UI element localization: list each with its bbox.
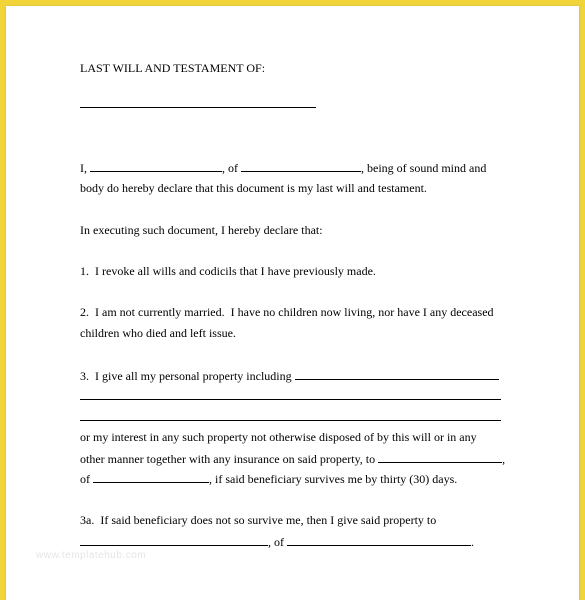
property-blank-1[interactable] [295,368,499,380]
clause-3a-line-2-of: , of [268,535,284,549]
executing-statement: In executing such document, I hereby declare that: [80,223,323,237]
clause-3-line-5 [80,451,505,466]
alternate-beneficiary-blank[interactable] [80,534,268,546]
watermark: www.templatehub.com [36,550,147,561]
intro-i: I, [80,161,87,175]
clause-3a-line-2 [80,534,474,549]
clause-2-line-1: 2. I am not currently married. I have no children now living, nor have I any deceased [80,305,494,319]
property-blank-2[interactable] [80,399,501,400]
clause-2-line-2: children who died and left issue. [80,326,236,340]
clause-3-line-6-of: of [80,472,90,486]
clause-3-line-6-rest: , if said beneficiary survives me by thirty (30) days. [209,472,458,486]
intro-line-1 [80,160,486,175]
testator-name-blank[interactable] [80,107,316,108]
clause-3-start: 3. I give all my personal property including [80,369,292,383]
beneficiary-blank[interactable] [378,451,502,463]
property-blank-3[interactable] [80,420,501,421]
clause-3a-line-2-end: . [471,535,474,549]
document-title: LAST WILL AND TESTAMENT OF: [80,61,266,75]
clause-3-line-5-text: other manner together with any insurance on said property, to [80,452,376,466]
name-blank[interactable] [90,160,222,172]
clause-3-line-1 [80,368,499,383]
intro-line-2: body do hereby declare that this document is my last will and testament. [80,181,427,195]
beneficiary-residence-blank[interactable] [93,471,209,483]
intro-rest: , being of sound mind and [361,161,487,175]
clause-3a-line-1: 3a. If said beneficiary does not so survive me, then I give said property to [80,513,437,527]
intro-of: , of [222,161,238,175]
clause-3-line-4: or my interest in any such property not otherwise disposed of by this will or in any [80,430,477,444]
residence-blank[interactable] [241,160,361,172]
clause-1: 1. I revoke all wills and codicils that I have previously made. [80,264,376,278]
alternate-residence-blank[interactable] [287,534,471,546]
clause-3-line-6 [80,471,457,486]
clause-3-line-5-end: , [502,452,506,466]
document-page [6,6,579,600]
